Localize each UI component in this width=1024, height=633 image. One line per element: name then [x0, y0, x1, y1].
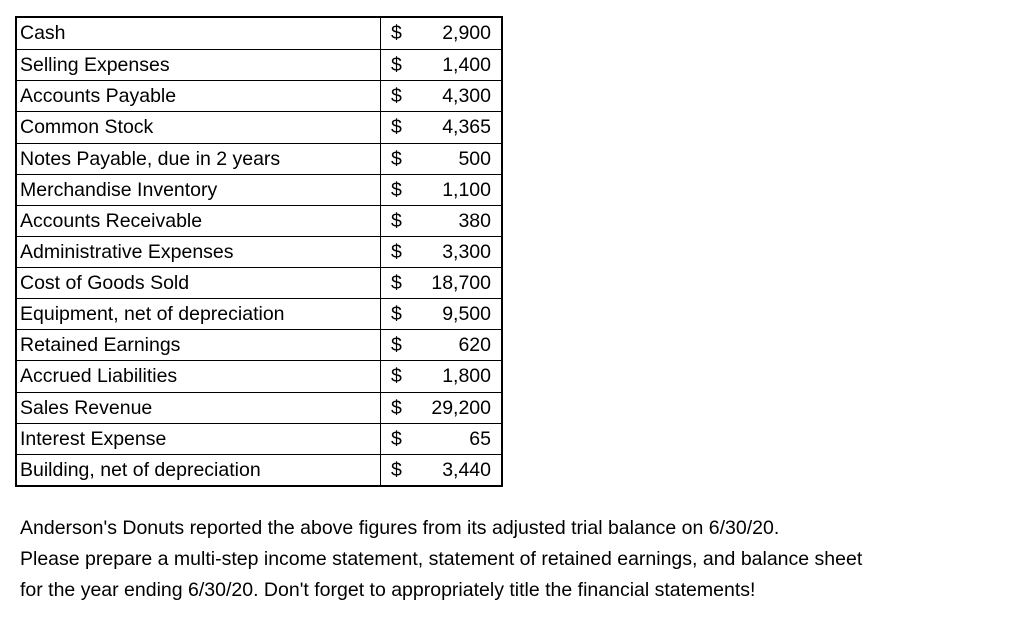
amount-cell	[380, 455, 501, 485]
currency-symbol: $	[391, 85, 402, 108]
currency-symbol: $	[391, 334, 402, 357]
table-row	[17, 236, 501, 267]
account-name: Accounts Payable	[20, 85, 177, 108]
amount-value: 18,700	[431, 272, 491, 294]
table-row	[17, 18, 501, 49]
trial-balance-table	[15, 16, 503, 487]
table-row	[17, 360, 501, 391]
table-row	[17, 49, 501, 80]
table-row	[17, 205, 501, 236]
account-name: Retained Earnings	[20, 334, 181, 357]
currency-symbol: $	[391, 396, 402, 419]
currency-symbol: $	[391, 22, 402, 44]
amount-cell	[380, 237, 501, 267]
currency-symbol: $	[391, 365, 402, 388]
instruction-line: Anderson's Donuts reported the above figures from its adjusted trial balance on 6/30/20.	[20, 517, 780, 539]
amount-cell	[380, 81, 501, 111]
amount-value: 65	[469, 427, 491, 450]
amount-value: 4,365	[442, 116, 491, 139]
currency-symbol: $	[391, 147, 402, 170]
currency-symbol: $	[391, 178, 402, 201]
amount-value: 2,900	[442, 22, 491, 44]
amount-value: 9,500	[442, 303, 491, 326]
amount-value: 380	[458, 209, 491, 232]
instruction-line: Please prepare a multi-step income statement, statement of retained earnings, and balance sheet	[20, 548, 863, 570]
account-name: Notes Payable, due in 2 years	[20, 147, 281, 170]
instructions-paragraph	[20, 513, 1010, 606]
amount-cell	[380, 50, 501, 80]
currency-symbol: $	[391, 209, 402, 232]
table-row	[17, 267, 501, 298]
account-name: Cash	[20, 22, 66, 44]
account-name: Accrued Liabilities	[20, 365, 178, 388]
amount-cell	[380, 18, 501, 49]
amount-value: 29,200	[431, 396, 491, 419]
table-row	[17, 111, 501, 142]
amount-value: 1,100	[442, 178, 491, 201]
amount-cell	[380, 424, 501, 454]
account-name: Interest Expense	[20, 427, 167, 450]
amount-value: 1,400	[442, 54, 491, 77]
table-row	[17, 423, 501, 454]
currency-symbol: $	[391, 240, 402, 263]
account-name: Accounts Receivable	[20, 209, 203, 232]
amount-cell	[380, 393, 501, 423]
currency-symbol: $	[391, 272, 402, 294]
account-name: Cost of Goods Sold	[20, 272, 190, 294]
account-name: Common Stock	[20, 116, 154, 139]
amount-cell	[380, 206, 501, 236]
account-name: Selling Expenses	[20, 54, 170, 77]
table-row	[17, 392, 501, 423]
table-row	[17, 143, 501, 174]
currency-symbol: $	[391, 54, 402, 77]
amount-value: 3,300	[442, 240, 491, 263]
amount-cell	[380, 330, 501, 360]
amount-cell	[380, 361, 501, 391]
amount-cell	[380, 299, 501, 329]
account-name: Equipment, net of depreciation	[20, 303, 285, 326]
account-name: Building, net of depreciation	[20, 458, 261, 481]
table-row	[17, 298, 501, 329]
table-row	[17, 454, 501, 485]
amount-value: 3,440	[442, 458, 491, 481]
account-name: Administrative Expenses	[20, 240, 234, 263]
amount-cell	[380, 144, 501, 174]
currency-symbol: $	[391, 303, 402, 326]
currency-symbol: $	[391, 116, 402, 139]
amount-cell	[380, 112, 501, 142]
amount-cell	[380, 175, 501, 205]
amount-value: 1,800	[442, 365, 491, 388]
currency-symbol: $	[391, 427, 402, 450]
amount-value: 4,300	[442, 85, 491, 108]
account-name: Merchandise Inventory	[20, 178, 218, 201]
amount-value: 620	[458, 334, 491, 357]
instruction-line: for the year ending 6/30/20. Don't forget to appropriately title the financial statements!	[20, 579, 756, 601]
table-row	[17, 174, 501, 205]
table-row	[17, 329, 501, 360]
amount-value: 500	[458, 147, 491, 170]
account-name: Sales Revenue	[20, 396, 153, 419]
currency-symbol: $	[391, 458, 402, 481]
amount-cell	[380, 268, 501, 298]
table-row	[17, 80, 501, 111]
